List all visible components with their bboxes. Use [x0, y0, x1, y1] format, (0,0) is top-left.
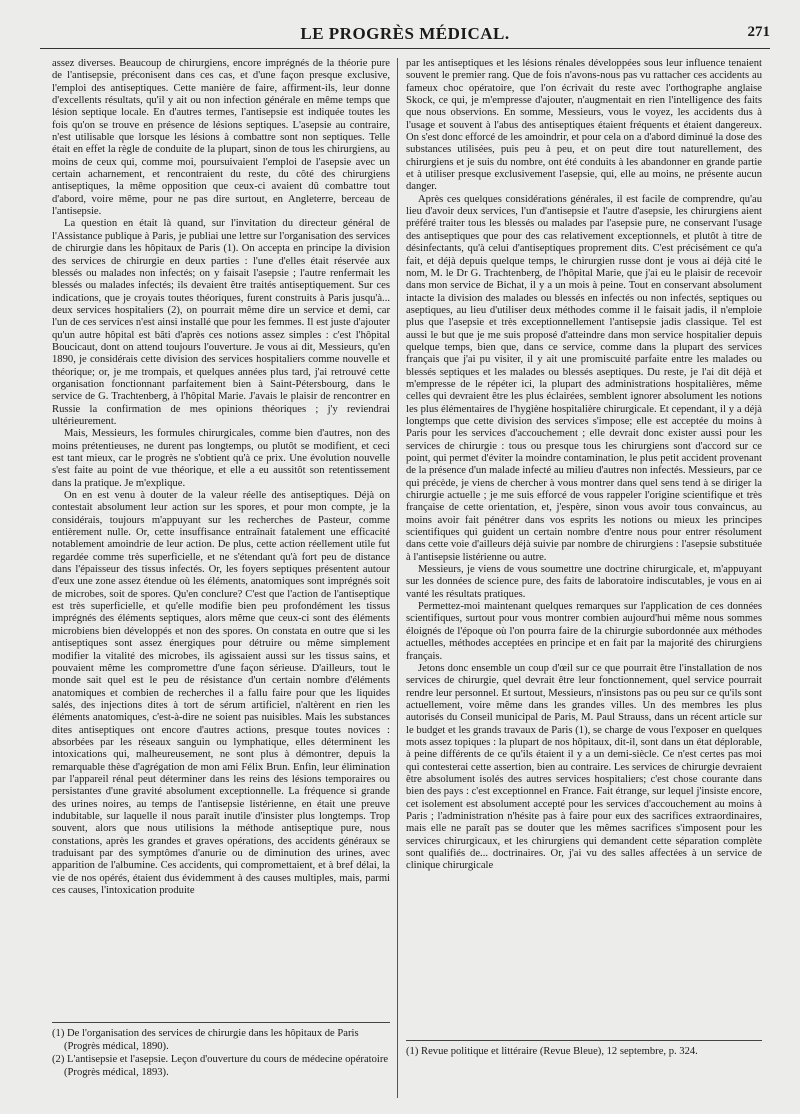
- paragraph: Après ces quelques considérations générales, il est facile de comprendre, qu'au lieu d'avoir deux services, l'un d'antisepsie et l'autre d'asepsie, les chirurgiens aient préféré traiter tous les blessés ou malades par l'asepsie pure, ne conservant l'usage des antiseptiques que pour des cas relativement exceptionnels, et plutôt à titre de désinfectants, qu'à celui d'antiseptiques proprement dits. C'est précisément ce qu'a fait, et déjà depuis quelque temps, le chirurgien russe dont je vous ai déjà cité le nom, M. le Dr G. Trachtenberg, de l'hôpital Marie, que j'ai eu le plaisir de recevoir dans mon service de Bichat, il y a un mois à peine. Tout en conservant absolument intacte la division des malades ou blessés en infectés ou non infectés, septiques ou aseptiques, au lieu d'utiliser deux méthodes comme il le faisait jadis, il n'emploie plus que l'asepsie et très exceptionnellement l'antisepsie jadis classique. Tel est aussi le but que je me suis proposé d'atteindre dans mon service hospitalier depuis quelque temps, bien que, dans ce service, comme dans la plupart des services français que j'ai pu visiter, il y ait une promiscuité parfaite entre les malades ou blessés septiques et les malades ou blessés aseptiques. Du reste, je l'ai dit déjà et m'empresse de le répéter ici, la plupart des administrations hospitalières, même celles qui devraient être les plus éclairées, semblent ignorer absolument les notions les plus élémentaires de l'hygiène hospitalière chirurgicale. Et cependant, il y a déjà longtemps que cette division des services s'impose; elle est acceptée du moins à Paris pour les services d'accouchement ; elle devrait donc exister aussi pour les services de chirurgie : tous ou presque tous les chirurgiens sont d'accord sur ce point, qui permet d'éviter la moindre contamination, le plus petit accident provenant de la présence d'un malade infecté au milieu d'autres non infectés. Messieurs, par ce qui précède, je viens de chercher à vous montrer dans quel sens tend à se diriger la chirurgie actuelle ; je me suis efforcé de vous rappeler l'origine scientifique et très française de cette orientation, et, j'espère, sinon vous avoir tous convaincus, au moins avoir fait pénétrer dans vos esprits les notions ou mieux les principes scientifiques qui guident un certain nombre d'entre nous pour entrer résolument dans cette voie d'ailleurs déjà suivie par nombre de chirurgiens : l'asepsie substituée à l'antisepsie listérienne ou autre.: [406, 193, 762, 563]
- footnote: (1) Revue politique et littéraire (Revue Bleue), 12 septembre, p. 324.: [406, 1046, 698, 1057]
- paragraph: Messieurs, je viens de vous soumettre une doctrine chirurgicale, et, m'appuyant sur les données de science pure, des faits de laboratoire indiscutables, je vous en ai vanté les résultats pratiques.: [406, 564, 762, 600]
- paragraph: On en est venu à douter de la valeur réelle des antiseptiques. Déjà on contestait absolument leur action sur les spores, et pour mon compte, je la considérais, toujours m'appuyant sur les recherches de Pasteur, comme entièrement nulle. Or, cette insuffisance entraînait fatalement une efficacité notablement amoindrie de leur action. De plus, cette action réellement utile fut regardée comme très superficielle, et ne s'étendant qu'à fort peu de distance dans l'épaisseur des tissus infectés. Or, les foyers septiques présentent autour d'eux une zone assez étendue où les éléments, anatomiques sont imprégnés soit de microbes, soit de spores. Qu'en conclure? C'est que l'action de l'antiseptique est très superficielle, et qu'elle modifie bien peu profondément les tissus imprégnés des éléments septiques, alors même que ceux-ci sont des éléments microbiens bien développés et non des spores. On constata en outre que si les antiseptiques sont assez énergiques pour détruire ou même simplement modifier la vitalité des microbes, ils agissaient aussi sur les tissus sains, et pouvaient même les compromettre d'une façon sérieuse. D'ailleurs, tout le monde sait quel est le peu de résistance d'un certain nombre d'éléments anatomiques et combien de recherches il a fallu faire pour que les liquides salés, des injections dites à tort de sérum artificiel, n'altèrent en rien les éléments anatomiques, c'est-à-dire ne soient pas nuisibles. Mais les substances dites antiseptiques ont encore d'autres actions, presque toutes novices : absorbées par les réseaux sanguin ou lymphatique, elles déterminent les intoxications qui, malheureusement, ne sont plus à démontrer, depuis la remarquable thèse d'agrégation de mon ami Félix Brun. Enfin, leur élimination par l'appareil rénal peut déterminer dans les reins des lésions temporaires ou persistantes d'une gravité absolument exceptionnelle. La fréquence si grande des urines noires, au temps de l'antisepsie listérienne, en était une preuve indubitable, sur laquelle il nous paraît inutile d'insister plus longtemps. Trop souvent, alors que nous utilisions la méthode antiseptique pure, nous constations, après les grandes et graves opérations, des accidents généraux se traduisant par des symptômes d'anurie ou de diminution des urines, avec apparition de l'albumine. Ces accidents, qui compromettaient, et à bref délai, la vie de nos opérés, étaient dus évidemment à des causes multiples, mais, parmi ces causes, l'intoxication produite: [52, 490, 390, 897]
- footnotes-left: [52, 1027, 390, 1079]
- footnote-rule-right: [406, 1040, 762, 1041]
- paragraph: Permettez-moi maintenant quelques remarques sur l'application de ces données scientifiques, surtout pour vous montrer combien aujourd'hui même nous sommes éloignés de l'époque où l'on pourra faire de la chirurgie subordonnée aux méthodes actuelles, méthodes acceptées en principe et en fait par la majorité des chirurgiens français.: [406, 601, 762, 662]
- column-divider: [397, 58, 398, 1098]
- header-rule: [40, 48, 770, 49]
- paragraph: Jetons donc ensemble un coup d'œil sur ce que pourrait être l'installation de nos services de chirurgie, quel devrait être leur fonctionnement, quel service pourrait rendre leur personnel. Et surtout, Messieurs, n'insistons pas ou peu sur ce qu'ils sont actuellement, voire même dans les grandes villes. Un des membres les plus autorisés du Conseil municipal de Paris, M. Paul Strauss, dans un récent article sur le budget et les grands travaux de Paris (1), se charge de vous l'exposer en quelques mots assez topiques : la plupart de nos hôpitaux, dit-il, sont dans un état déplorable, à peine différents de ce qu'ils étaient il y a un demi-siècle. Ce n'est certes pas moi qui contesterai cette assertion, bien au contraire. Les services de chirurgie devraient être absolument isolés des autres services hospitaliers; c'est chose courante dans bien des pays : c'est exceptionnel en France. Fait étrange, sur lequel j'insiste encore, cet isolement est absolument accepté pour les services d'accouchement au moins à Paris ; l'administration n'hésite pas à faire pour eux des sacrifices extraordinaires, mais elle ne paraît pas se douter que les mêmes sacrifices s'imposent pour les services chirurgicaux, et les chirurgiens qui demandent cette séparation complète sont qualifiés de... doctrinaires. Or, j'ai vu des salles affectées à un service de clinique chirurgicale: [406, 662, 762, 872]
- paragraph: par les antiseptiques et les lésions rénales développées sous leur influence tenaient souvent le premier rang. Que de fois n'avons-nous pas vu rattacher ces accidents au fameux choc opératoire, que l'on écrivait du reste avec l'orthographe anglaise Skock, ce qui, je m'empresse d'ajouter, n'augmentait en rien l'intelligence des faits que nous observions. En somme, Messieurs, vous le voyez, les accidents dus à l'usage et souvent à l'abus des antiseptiques étaient fréquents et étaient dangereux. On s'est donc efforcé de les amoindrir, et pour cela on a d'abord diminué la dose des substances utilisées, puis peu à peu, et on peut dire tout naturellement, des chirurgiens et je suis du nombre, ont été conduits à les abandonner en grande partie et à utiliser presque exclusivement l'asepsie, qui, elle au moins, ne présente aucun danger.: [406, 58, 762, 193]
- journal-title: LE PROGRÈS MÉDICAL.: [300, 24, 510, 43]
- page-number: 271: [747, 24, 770, 40]
- footnotes-right: [406, 1045, 762, 1058]
- left-column: [52, 58, 390, 897]
- footnote: (2) L'antisepsie et l'asepsie. Leçon d'ouverture du cours de médecine opératoire (Progrès médical, 1893).: [52, 1054, 389, 1078]
- paragraph: assez diverses. Beaucoup de chirurgiens, encore imprégnés de la théorie pure de l'antisepsie, préconisent dans ces cas, et d'une façon presque exclusive, l'emploi des antiseptiques. Cette manière de faire, affirment-ils, leur donne d'excellents résultats, qu'il y ait ou non infection générale en même temps que lésion septique locale. En d'autres termes, l'antisepsie est indiquée toutes les fois qu'on se trouve en présence de lésions septiques. L'asepsie au contraire, n'est utilisable que lorsque les lésions à combattre sont non septiques. Telle était en effet la règle de conduite de la plupart, sinon de tous les chirurgiens, au moins de ceux qui, comme moi, poursuivaient l'emploi de l'asepsie avec un certain acharnement, et rencontraient du reste, du côté des chirurgiens antiseptiques, la même opposition que ceux-ci avaient dû combattre tout d'abord, voire même, pour ne pas dire surtout, en Angleterre, berceau de l'antisepsie.: [52, 58, 390, 218]
- paragraph: La question en était là quand, sur l'invitation du directeur général de l'Assistance publique à Paris, je publiai une lettre sur l'organisation des services de chirurgie dans les hôpitaux de Paris (1). On accepta en principe la division des services de chirurgie en deux parties : l'une d'elles était réservée aux blessés ou malades non infectés; on y faisait l'asepsie ; l'autre renfermait les blessés ou malades infectés; ils devaient être traités antiseptiquement. Sur ces indications, que je croyais toutes théoriques, furent construits à Paris jusqu'à... deux services hospitaliers (2), on pourrait même dire un service et demi, car l'un de ces services n'est ainsi installé que pour les femmes. Il est juste d'ajouter qu'un autre hôpital est bâti d'après ces notions assez simples : c'est l'hôpital Boucicaut, dont on attend toujours l'ouverture. Je vous ai dit, Messieurs, qu'en 1890, je considérais cette division des services hospitaliers comme nouvelle et théorique; or, je me trompais, et quelques années plus tard, j'ai retrouvé cette organisation fonctionnant parfaitement bien à Saint-Pétersbourg, dans le service de G. Trachtenberg, à l'hôpital Marie. J'avais le plaisir de rencontrer en Russie la confirmation de mes opinions théoriques ; j'y reviendrai ultérieurement.: [52, 218, 390, 427]
- footnote: (1) De l'organisation des services de chirurgie dans les hôpitaux de Paris (Progrès médical, 1890).: [52, 1028, 359, 1052]
- right-column: [406, 58, 762, 873]
- footnote-rule-left: [52, 1022, 390, 1023]
- paragraph: Mais, Messieurs, les formules chirurgicales, comme bien d'autres, non des moins prétentieuses, ne durent pas longtemps, ou plutôt se modifient, et ceci est tant mieux, car le progrès ne s'obtient qu'à ce prix. Une évolution nouvelle s'est faite au point de vue théorique, et elle a eu aussitôt son retentissement dans la pratique. Je m'explique.: [52, 428, 390, 489]
